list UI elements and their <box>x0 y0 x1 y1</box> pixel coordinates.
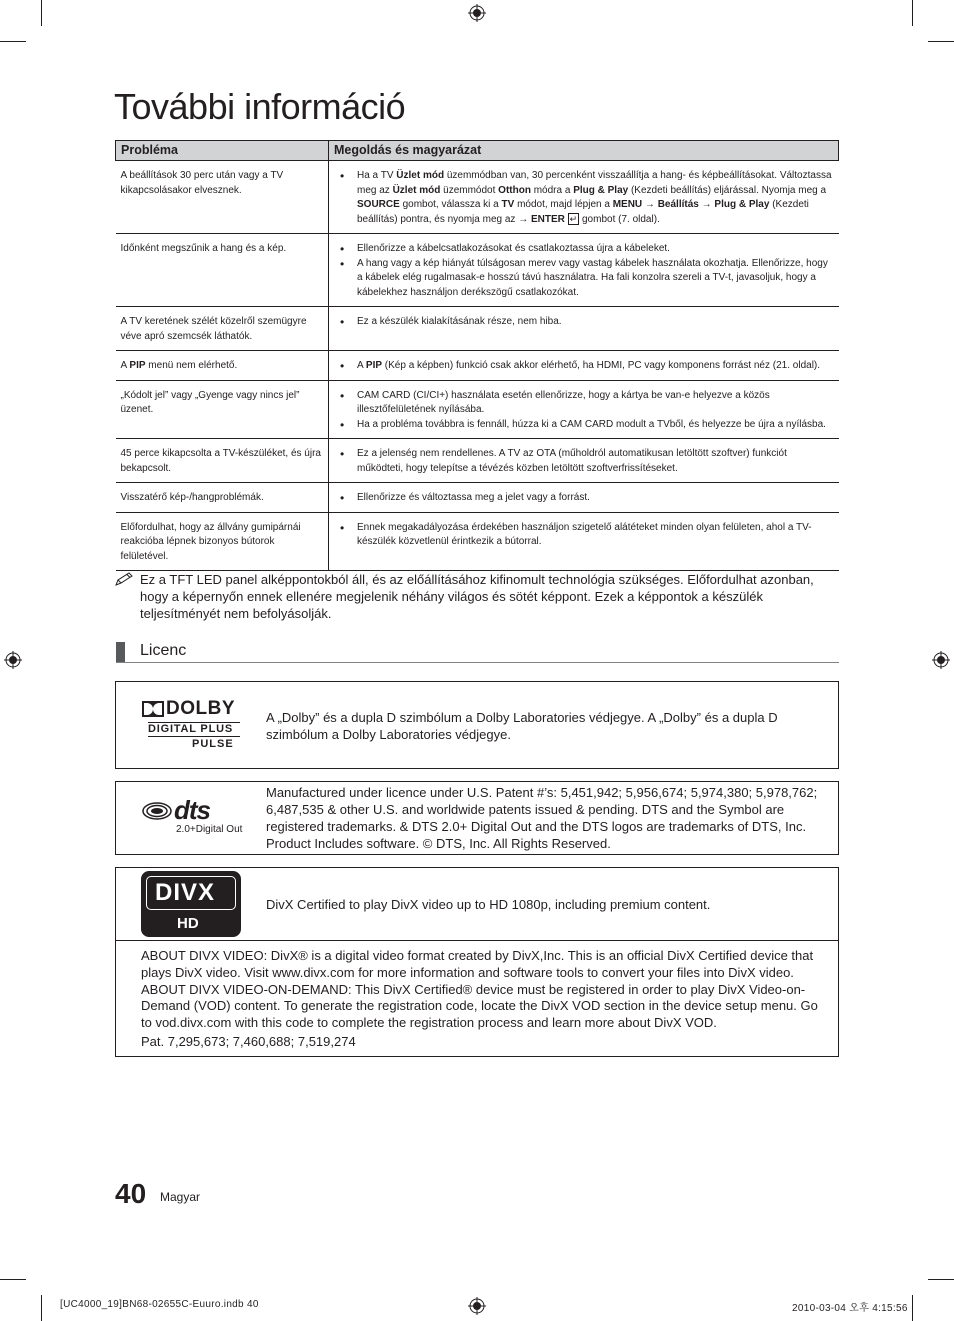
solution-list <box>334 315 834 330</box>
registration-mark-icon <box>4 651 22 669</box>
divx-logo <box>141 871 241 937</box>
section-title-licence: Licenc <box>140 642 187 659</box>
problem-cell: 45 perce kikapcsolta a TV-készüléket, és újra bekapcsolt. <box>116 439 329 483</box>
solution-item: • CAM CARD (CI/CI+) használata esetén ellenőrizze, hogy a kártya be van-e helyezve a közös illesztőfelületének nyílásába. <box>357 389 834 418</box>
table-row <box>116 439 839 483</box>
crop-mark <box>928 41 954 42</box>
crop-mark <box>0 41 26 42</box>
page-title: További információ <box>114 86 406 127</box>
solution-item: • Ez a készülék kialakításának része, nem hiba. <box>357 315 834 330</box>
table-row <box>116 380 839 439</box>
table-row <box>116 351 839 381</box>
divx-about-text: ABOUT DIVX VIDEO: DivX® is a digital video format created by DivX,Inc. This is an official DivX Certified device that plays DivX video. Visit www.divx.com for more information and software tools to convert your files into DivX video. ABOUT DIVX VIDEO-ON-DEMAND: This DivX Certified® device must be registered in order to play DivX Video-on-Demand (VOD) content. To generate the registration code, locate the DivX VOD section in the device setup menu. Go to vod.divx.com with this code to complete the registration process and learn more about DivX VOD. <box>141 948 818 1031</box>
solution-item: • Ellenőrizze és változtassa meg a jelet vagy a forrást. <box>357 491 834 506</box>
dolby-logo-pulse: PULSE <box>192 738 234 750</box>
dts-licence-text: Manufactured under licence under U.S. Patent #’s: 5,451,942; 5,956,674; 5,974,380; 5,978,762; 6,487,535 & other U.S. and worldwide patents issued & pending. DTS and the Symbol are registered trademarks. & DTS 2.0+ Digital Out and the DTS logos are trademarks of DTS, Inc. Product Includes software. © DTS, Inc. All Rights Reserved. <box>266 785 818 851</box>
table-body <box>116 161 839 571</box>
crop-mark <box>912 1295 913 1321</box>
problem-cell: Előfordulhat, hogy az állvány gumipárnái reakcióba lépnek bizonyos bútorok felületével. <box>116 512 329 571</box>
dolby-logo <box>142 700 242 752</box>
dolby-logo-digital-plus: DIGITAL PLUS <box>148 722 240 737</box>
solution-item: • Ha a TV Üzlet mód üzemmódban van, 30 percenként visszaállítja a hang- és képbeállításokat. Változtassa meg az Üzlet mód üzemmódot Otthon módra a Plug & Play (Kezdeti beállítás) eljárással. Nyomja meg a SOURCE gombot, válassza ki a TV módot, majd lépjen a MENU → Beállítás → Plug & Play (Kezdeti beállítás) pontra, és nyomja meg az → ENTER ↵ gombot (7. oldal). <box>357 169 834 227</box>
section-marker <box>116 642 125 662</box>
note <box>115 572 835 622</box>
divx-logo-word: DIVX <box>155 879 216 906</box>
dolby-double-d-icon <box>142 701 164 717</box>
solution-list <box>334 521 834 550</box>
problem-cell: Időnként megszűnik a hang és a kép. <box>116 234 329 307</box>
dts-logo-word: dts <box>174 795 210 825</box>
dts-licence-box <box>115 781 839 855</box>
dolby-licence-box <box>115 681 839 769</box>
crop-mark <box>928 1279 954 1280</box>
dolby-licence-text: A „Dolby” és a dupla D szimbólum a Dolby Laboratories védjegye. A „Dolby” és a dupla D szimbólum a Dolby Laboratories védjegye. <box>266 710 778 742</box>
problem-cell: A PIP menü nem elérhető. <box>116 351 329 381</box>
problem-cell: A TV keretének szélét közelről szemügyre véve apró szemcsék láthatók. <box>116 307 329 351</box>
solution-list <box>334 242 834 300</box>
solution-list <box>334 447 834 476</box>
registration-mark-icon <box>468 1297 486 1315</box>
page-number: 40 <box>115 1178 147 1209</box>
divx-logo-row <box>116 868 838 941</box>
dts-logo <box>142 795 244 838</box>
section-rule <box>116 662 839 663</box>
table-header-row <box>116 141 839 161</box>
footer-file-info: [UC4000_19]BN68-02655C-Euuro.indb 40 <box>60 1299 259 1310</box>
dts-symbol-icon <box>142 801 172 821</box>
registration-mark-icon <box>932 651 950 669</box>
divx-logo-sub: HD <box>177 915 199 932</box>
table-row <box>116 234 839 307</box>
solution-item: • Ez a jelenség nem rendellenes. A TV az OTA (műholdról automatikusan letöltött szoftver) funkciót működteti, hogy telepítse a tévézés közben letöltött szoftverfrissítéseket. <box>357 447 834 476</box>
troubleshooting-table <box>115 140 839 571</box>
solution-cell <box>329 512 839 571</box>
divx-licence-box <box>115 867 839 1057</box>
divx-patents: Pat. 7,295,673; 7,460,688; 7,519,274 <box>141 1033 356 1049</box>
solution-cell <box>329 161 839 234</box>
note-text: Ez a TFT LED panel alképpontokból áll, és az előállításához kifinomult technológia szükséges. Előfordulhat azonban, hogy a képernyőn ennek ellenére megjelenik néhány világos és sötét képpont. Ezek a képpontok a készülék teljesítményét nem befolyásolják. <box>140 572 814 621</box>
problem-cell: Visszatérő kép-/hangproblémák. <box>116 483 329 513</box>
column-header-solution: Megoldás és magyarázat <box>329 141 839 161</box>
problem-cell: A beállítások 30 perc után vagy a TV kikapcsolásakor elvesznek. <box>116 161 329 234</box>
solution-cell <box>329 351 839 381</box>
divx-about <box>141 948 821 1051</box>
crop-mark <box>912 0 913 26</box>
crop-mark <box>41 1295 42 1321</box>
page-language: Magyar <box>160 1190 201 1204</box>
crop-mark <box>0 1279 26 1280</box>
solution-item: • A PIP (Kép a képben) funkció csak akkor elérhető, ha HDMI, PC vagy komponens forrást néz (21. oldal). <box>357 359 834 374</box>
solution-item: • Ha a probléma továbbra is fennáll, húzza ki a CAM CARD modult a TVből, és helyezze be újra a nyílásba. <box>357 418 834 433</box>
crop-mark <box>41 0 42 26</box>
registration-mark-icon <box>468 4 486 22</box>
solution-cell <box>329 307 839 351</box>
solution-list <box>334 491 834 506</box>
problem-cell: „Kódolt jel” vagy „Gyenge vagy nincs jel” üzenet. <box>116 380 329 439</box>
enter-key-icon: ↵ <box>569 213 578 224</box>
solution-list <box>334 389 834 433</box>
dts-logo-sub: 2.0+Digital Out <box>176 824 243 835</box>
divx-licence-text: DivX Certified to play DivX video up to HD 1080p, including premium content. <box>266 897 711 912</box>
solution-cell <box>329 439 839 483</box>
table-row <box>116 512 839 571</box>
solution-list <box>334 169 834 227</box>
solution-cell <box>329 234 839 307</box>
footer-timestamp: 2010-03-04 오후 4:15:56 <box>792 1303 908 1314</box>
table-row <box>116 307 839 351</box>
table-row <box>116 483 839 513</box>
solution-item: • A hang vagy a kép hiányát túlságosan merev vagy vastag kábelek használata okozhatja. Ellenőrizze, hogy a kábelek elég rugalmasak-e hosszú távú használatra. Ha fali konzolra szereli a TV-t, javasoljuk, hogy a kábelekhez használjon derékszögű csatlakozókat. <box>357 257 834 301</box>
pencil-note-icon <box>115 572 135 586</box>
column-header-problem: Probléma <box>116 141 329 161</box>
table-row <box>116 161 839 234</box>
solution-item: • Ennek megakadályozása érdekében használjon szigetelő alátéteket minden olyan felületen, ahol a TV-készülék közvetlenül érintkezik a bútorral. <box>357 521 834 550</box>
solution-cell <box>329 380 839 439</box>
solution-list <box>334 359 834 374</box>
dolby-logo-word: DOLBY <box>166 698 235 719</box>
solution-item: • Ellenőrizze a kábelcsatlakozásokat és csatlakoztassa újra a kábeleket. <box>357 242 834 257</box>
solution-cell <box>329 483 839 513</box>
